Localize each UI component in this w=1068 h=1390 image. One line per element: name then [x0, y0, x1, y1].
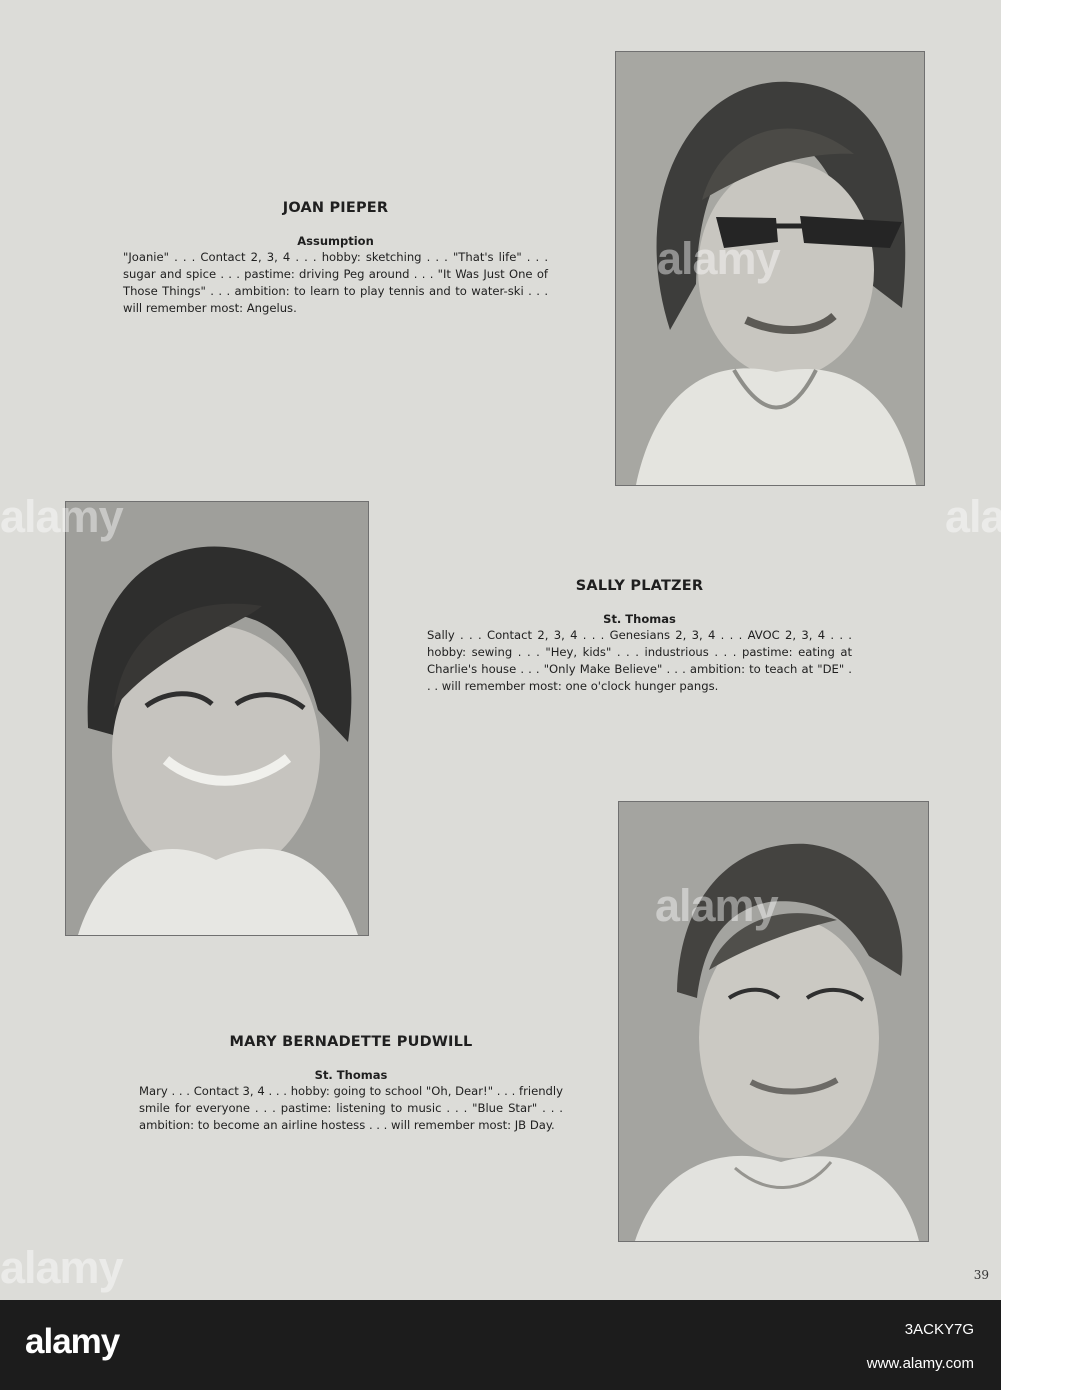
- alamy-watermark: alamy: [945, 491, 1068, 542]
- student-bio: "Joanie" . . . Contact 2, 3, 4 . . . hobby: sketching . . . "That's life" . . . sugar and spice . . . pastime: driving Peg around . . . "It Was Just One of Those Things" . . . ambition: to learn to play tennis and to water-ski . . . will remember most: Angelus.: [123, 250, 548, 316]
- student-name: MARY BERNADETTE PUDWILL: [229, 1034, 473, 1050]
- student-parish: Assumption: [297, 234, 374, 248]
- site-url: www.alamy.com: [866, 1355, 974, 1372]
- mary-pudwill-entry: [139, 1034, 563, 1134]
- alamy-watermark: alamy: [0, 491, 123, 542]
- mary-portrait-icon: [619, 802, 928, 1241]
- joan-portrait-icon: [616, 52, 924, 485]
- alamy-watermark: alamy: [655, 880, 778, 931]
- student-bio: Mary . . . Contact 3, 4 . . . hobby: going to school "Oh, Dear!" . . . friendly smile for everyone . . . pastime: listening to music . . . "Blue Star" . . . ambition: to become an airline hostess . . . will remember most: JB Day.: [139, 1084, 563, 1133]
- student-bio: Sally . . . Contact 2, 3, 4 . . . Genesians 2, 3, 4 . . . AVOC 2, 3, 4 . . . hobby: sewing . . . "Hey, kids" . . . industrious . . . pastime: eating at Charlie's house . . . "Only Make Believe" . . . ambition: to teach at "DE" . . . will remember most: one o'clock hunger pangs.: [427, 628, 852, 694]
- student-parish: St. Thomas: [314, 1068, 388, 1082]
- alamy-logo: alamy: [25, 1322, 120, 1361]
- student-name: JOAN PIEPER: [282, 200, 389, 216]
- mary-pudwill-photo: [618, 801, 929, 1242]
- sally-portrait-icon: [66, 502, 368, 935]
- joan-pieper-entry: [123, 200, 548, 317]
- image-code: 3ACKY7G: [904, 1321, 974, 1338]
- alamy-watermark: alamy: [657, 233, 780, 284]
- joan-pieper-photo: [615, 51, 925, 486]
- footer-bar: [0, 1300, 1001, 1390]
- student-parish: St. Thomas: [603, 612, 676, 626]
- alamy-watermark: alamy: [0, 1242, 123, 1293]
- sally-platzer-entry: [427, 578, 852, 695]
- page-number: 39: [973, 1268, 989, 1282]
- sally-platzer-photo: [65, 501, 369, 936]
- student-name: SALLY PLATZER: [575, 578, 704, 594]
